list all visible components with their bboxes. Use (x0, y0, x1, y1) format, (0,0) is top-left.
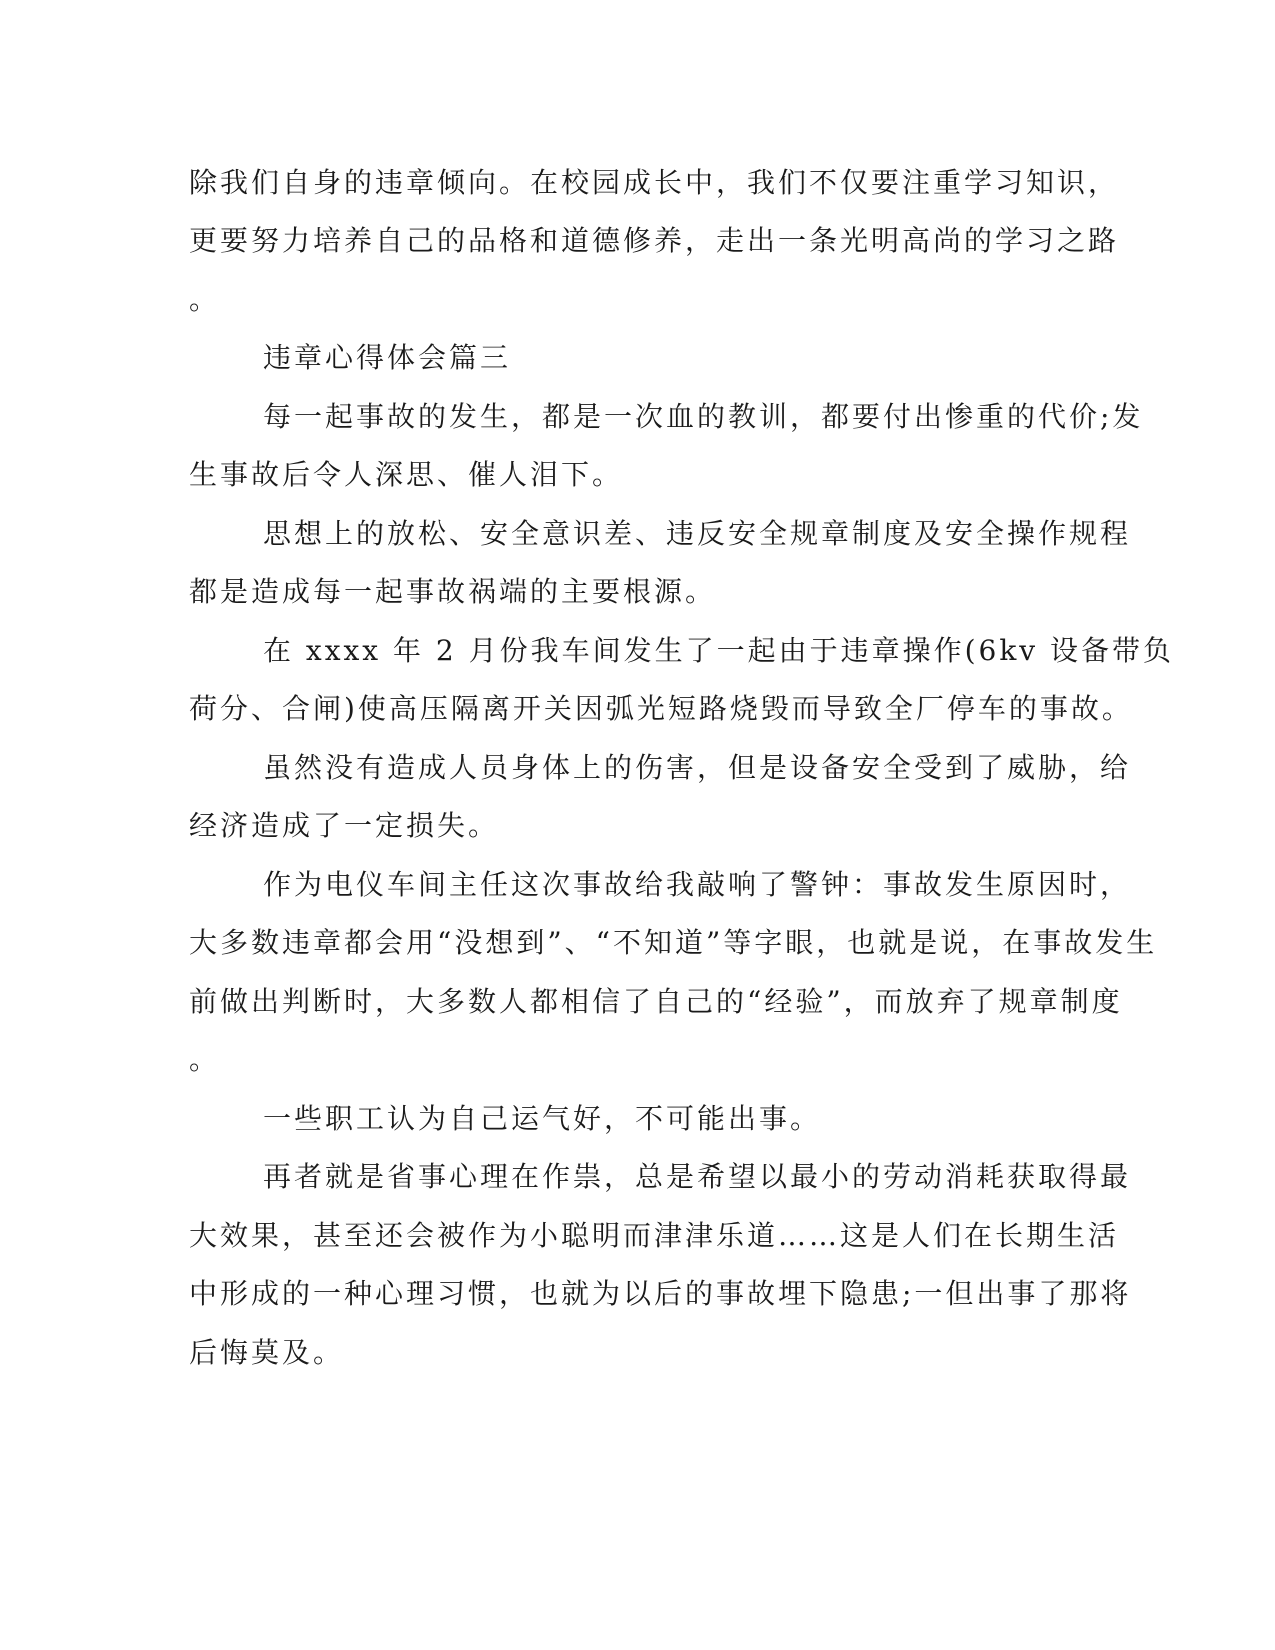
text-line: 大多数违章都会用“没想到”、“不知道”等字眼，也就是说，在事故发生 (189, 926, 1158, 959)
text-line: 除我们自身的违章倾向。在校园成长中，我们不仅要注重学习知识， (189, 166, 1120, 199)
paragraph-line: 虽然没有造成人员身体上的伤害，但是设备安全受到了威胁，给 (263, 751, 1132, 784)
paragraph-line: 思想上的放松、安全意识差、违反安全规章制度及安全操作规程 (263, 517, 1132, 550)
text-line: 经济造成了一定损失。 (189, 809, 500, 842)
text-line: 。 (189, 1043, 221, 1076)
text-line: 。 (189, 283, 221, 316)
text-line: 大效果，甚至还会被作为小聪明而津津乐道……这是人们在长期生活 (189, 1219, 1120, 1252)
paragraph-line: 再者就是省事心理在作祟，总是希望以最小的劳动消耗获取得最 (263, 1160, 1132, 1193)
paragraph-line: 每一起事故的发生，都是一次血的教训，都要付出惨重的代价;发 (263, 400, 1144, 433)
text-line: 后悔莫及。 (189, 1336, 345, 1369)
section-heading: 违章心得体会篇三 (263, 341, 512, 374)
text-line: 荷分、合闸)使高压隔离开关因弧光短路烧毁而导致全厂停车的事故。 (189, 692, 1133, 725)
paragraph-line: 在 xxxx 年 2 月份我车间发生了一起由于违章操作(6kv 设备带负 (263, 634, 1175, 667)
text-line: 中形成的一种心理习惯，也就为以后的事故埋下隐患;一但出事了那将 (189, 1277, 1132, 1310)
text-line: 都是造成每一起事故祸端的主要根源。 (189, 575, 717, 608)
paragraph-line: 一些职工认为自己运气好，不可能出事。 (263, 1102, 822, 1135)
text-line: 前做出判断时，大多数人都相信了自己的“经验”，而放弃了规章制度 (189, 985, 1123, 1018)
paragraph-line: 作为电仪车间主任这次事故给我敲响了警钟：事故发生原因时， (263, 868, 1132, 901)
text-line: 生事故后令人深思、催人泪下。 (189, 458, 624, 491)
text-line: 更要努力培养自己的品格和道德修养，走出一条光明高尚的学习之路 (189, 224, 1120, 257)
